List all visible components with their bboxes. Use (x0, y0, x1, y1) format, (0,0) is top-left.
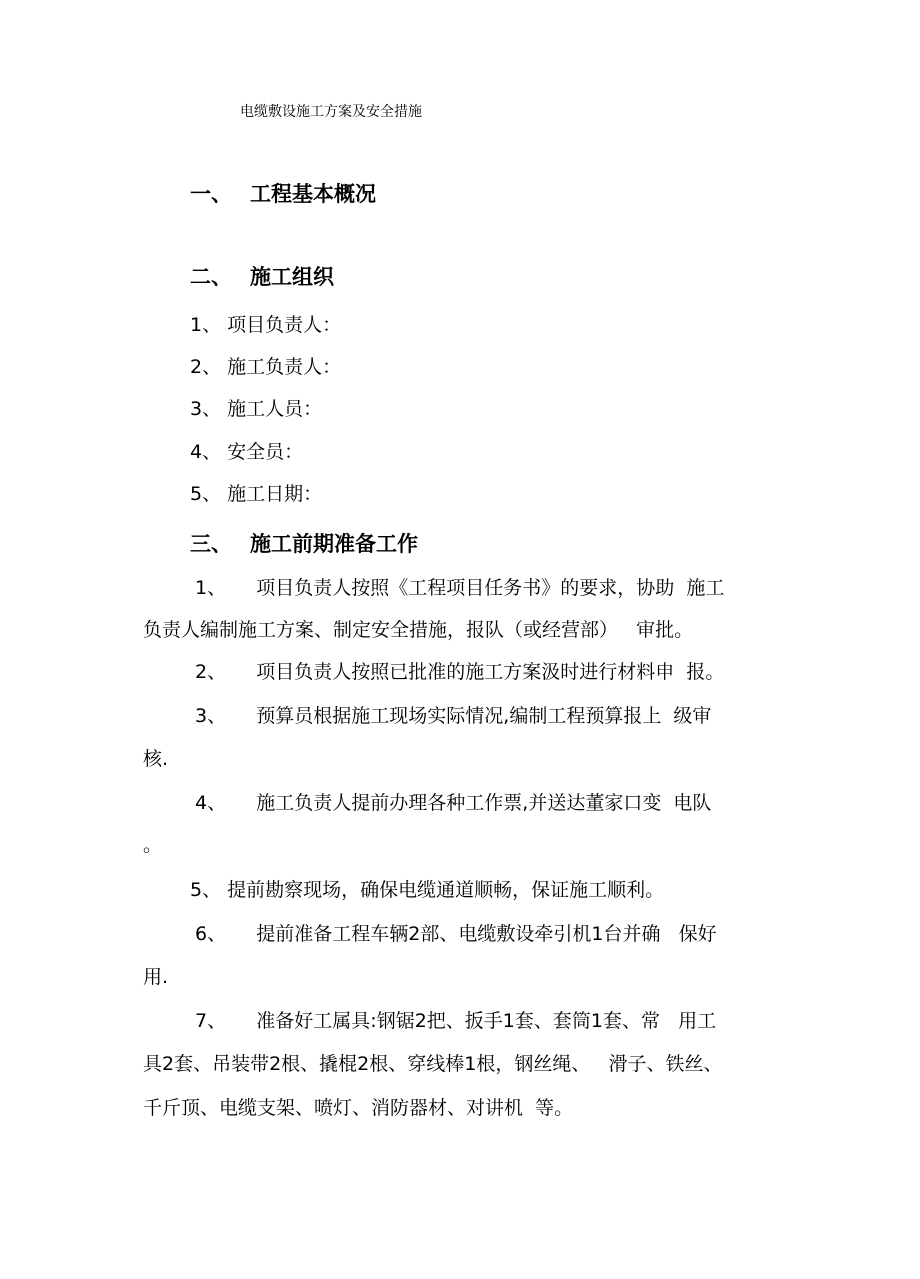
prep-line: 5、 提前勘察现场，确保电缆通道顺畅，保证施工顺利。 (190, 879, 665, 901)
document-title: 电缆敷设施工方案及安全措施 (240, 104, 422, 120)
prep-line: 用. (143, 966, 169, 988)
prep-line: 核. (143, 748, 169, 770)
section-number: 一、 (190, 182, 232, 206)
prep-line: 7、 准备好工属具:钢锯2把、扳手1套、套筒1套、常 用工 (195, 1010, 717, 1032)
section-title: 施工前期准备工作 (250, 532, 418, 556)
section-number: 二、 (190, 265, 232, 289)
prep-line: 3、 预算员根据施工现场实际情况,编制工程预算报上 级审 (195, 705, 712, 727)
org-item: 4、 安全员： (190, 441, 304, 463)
prep-line: 6、 提前准备工程车辆2部、电缆敷设牵引机1台并确 保好 (195, 923, 717, 945)
prep-line: 2、 项目负责人按照已批准的施工方案汲时进行材料申 报。 (195, 661, 725, 683)
prep-line: 具2套、吊装带2根、撬棍2根、穿线棒1根，钢丝绳、 滑子、铁丝、 (143, 1053, 723, 1075)
prep-line: 负责人编制施工方案、制定安全措施，报队（或经营部） 审批。 (143, 619, 694, 641)
section-title: 工程基本概况 (250, 182, 376, 206)
org-item: 3、 施工人员： (190, 398, 323, 420)
org-item: 2、 施工负责人： (190, 356, 342, 378)
prep-line: 4、 施工负责人提前办理各种工作票,并送达董家口变 电队 (195, 792, 712, 814)
section-title: 施工组织 (250, 265, 334, 289)
prep-line: 1、 项目负责人按照《工程项目任务书》的要求，协助 施工 (195, 577, 725, 599)
org-item: 5、 施工日期： (190, 483, 323, 505)
org-item: 1、 项目负责人： (190, 314, 342, 336)
section-number: 三、 (190, 532, 232, 556)
prep-line: 千斤顶、电缆支架、喷灯、消防器材、对讲机 等。 (143, 1097, 574, 1119)
prep-line: 。 (143, 834, 163, 856)
